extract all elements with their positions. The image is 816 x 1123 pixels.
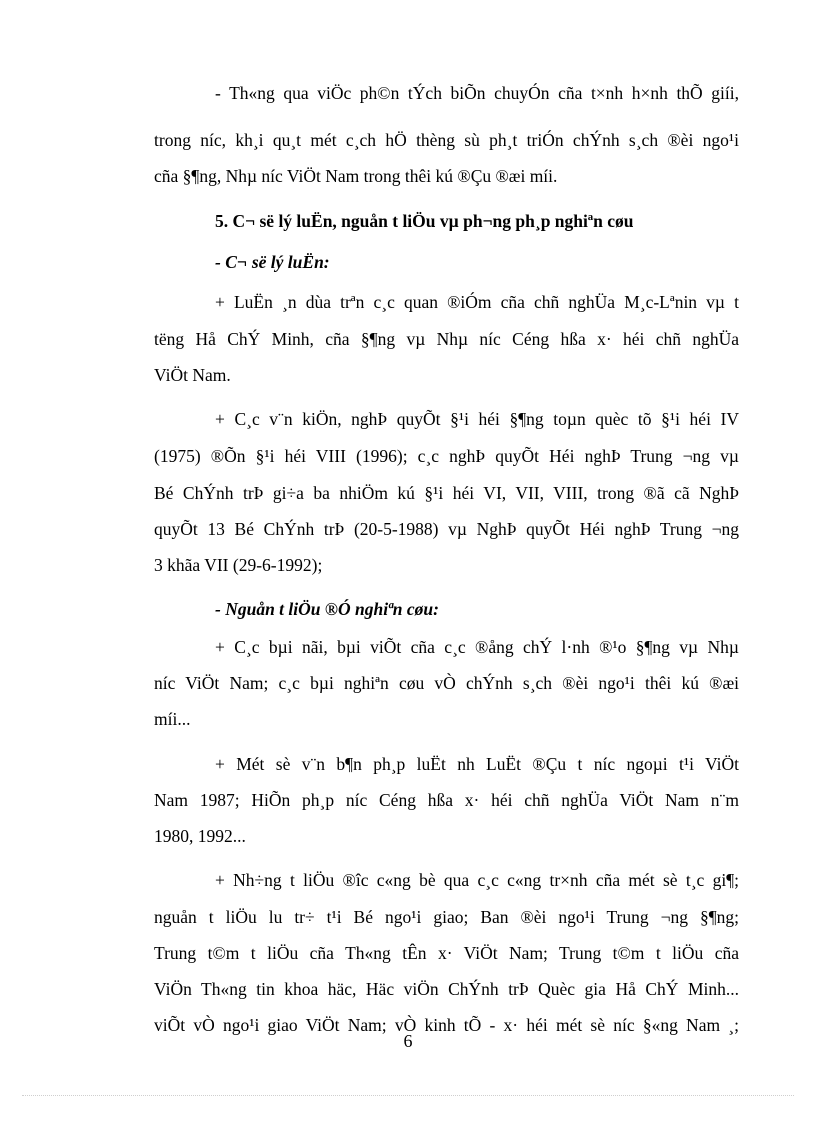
text-line: Trung t©m t liÖu cña Th«ng tÊn x· ViÖt Nam; Trung t©m t liÖu cña bbox=[154, 943, 739, 963]
text-line: - C¬ së lý luËn: bbox=[215, 252, 330, 272]
text-line: nguån t liÖu lu tr÷ t¹i Bé ngo¹i giao; Ban ®èi ngo¹i Trung ¬ng §¶ng; bbox=[154, 907, 739, 927]
text-line: (1975) ®Õn §¹i héi VIII (1996); c¸c nghÞ quyÕt Héi nghÞ Trung ¬ng vµ bbox=[154, 446, 739, 466]
text-line: ViÖn Th«ng tin khoa häc, Häc viÖn ChÝnh trÞ Quèc gia Hå ChÝ Minh... bbox=[154, 979, 739, 999]
text-line: + C¸c v¨n kiÖn, nghÞ quyÕt §¹i héi §¶ng toµn quèc tõ §¹i héi IV bbox=[215, 409, 739, 429]
text-line: quyÕt 13 Bé ChÝnh trÞ (20-5-1988) vµ NghÞ quyÕt Héi nghÞ Trung ¬ng bbox=[154, 519, 739, 539]
text-line: tëng Hå ChÝ Minh, cña §¶ng vµ Nhµ níc Céng hßa x· héi chñ nghÜa bbox=[154, 329, 739, 349]
text-line: + Mét sè v¨n b¶n ph¸p luËt nh LuËt ®Çu t níc ngoµi t¹i ViÖt bbox=[215, 754, 739, 774]
text-line: Bé ChÝnh trÞ gi÷a ba nhiÖm kú §¹i héi VI, VII, VIII, trong ®ã cã NghÞ bbox=[154, 483, 739, 503]
text-line: cña §¶ng, Nhµ níc ViÖt Nam trong thêi kú ®Çu ®æi míi. bbox=[154, 166, 558, 186]
page-bottom-divider bbox=[22, 1095, 794, 1096]
text-line: - Th«ng qua viÖc ph©n tÝch biÕn chuyÓn cña t×nh h×nh thÕ giíi, bbox=[215, 83, 739, 103]
text-line: - Nguån t liÖu ®Ó nghiªn cøu: bbox=[215, 599, 439, 619]
text-line: + LuËn ¸n dùa trªn c¸c quan ®iÓm cña chñ nghÜa M¸c-Lªnin vµ t bbox=[215, 292, 739, 312]
text-line: + Nh÷ng t liÖu ®îc c«ng bè qua c¸c c«ng tr×nh cña mét sè t¸c gi¶; bbox=[215, 870, 739, 890]
text-line: trong níc, kh¸i qu¸t mét c¸ch hÖ thèng sù ph¸t triÓn chÝnh s¸ch ®èi ngo¹i bbox=[154, 130, 739, 150]
text-line: níc ViÖt Nam; c¸c bµi nghiªn cøu vÒ chÝnh s¸ch ®èi ngo¹i thêi kú ®æi bbox=[154, 673, 739, 693]
text-line: 5. C¬ së lý luËn, nguån t liÖu vµ ph¬ng ph¸p nghiªn cøu bbox=[215, 211, 634, 231]
text-line: 3 khãa VII (29-6-1992); bbox=[154, 555, 323, 575]
text-line: ViÖt Nam. bbox=[154, 365, 231, 385]
text-line: + C¸c bµi nãi, bµi viÕt cña c¸c ®ång chÝ l·nh ®¹o §¶ng vµ Nhµ bbox=[215, 637, 739, 657]
page-number: 6 bbox=[403, 1031, 413, 1051]
text-line: Nam 1987; HiÕn ph¸p níc Céng hßa x· héi chñ nghÜa ViÖt Nam n¨m bbox=[154, 790, 739, 810]
text-line: 1980, 1992... bbox=[154, 826, 246, 846]
text-line: míi... bbox=[154, 709, 191, 729]
text-line: viÕt vÒ ngo¹i giao ViÖt Nam; vÒ kinh tÕ - x· héi mét sè níc §«ng Nam ¸; bbox=[154, 1015, 739, 1035]
